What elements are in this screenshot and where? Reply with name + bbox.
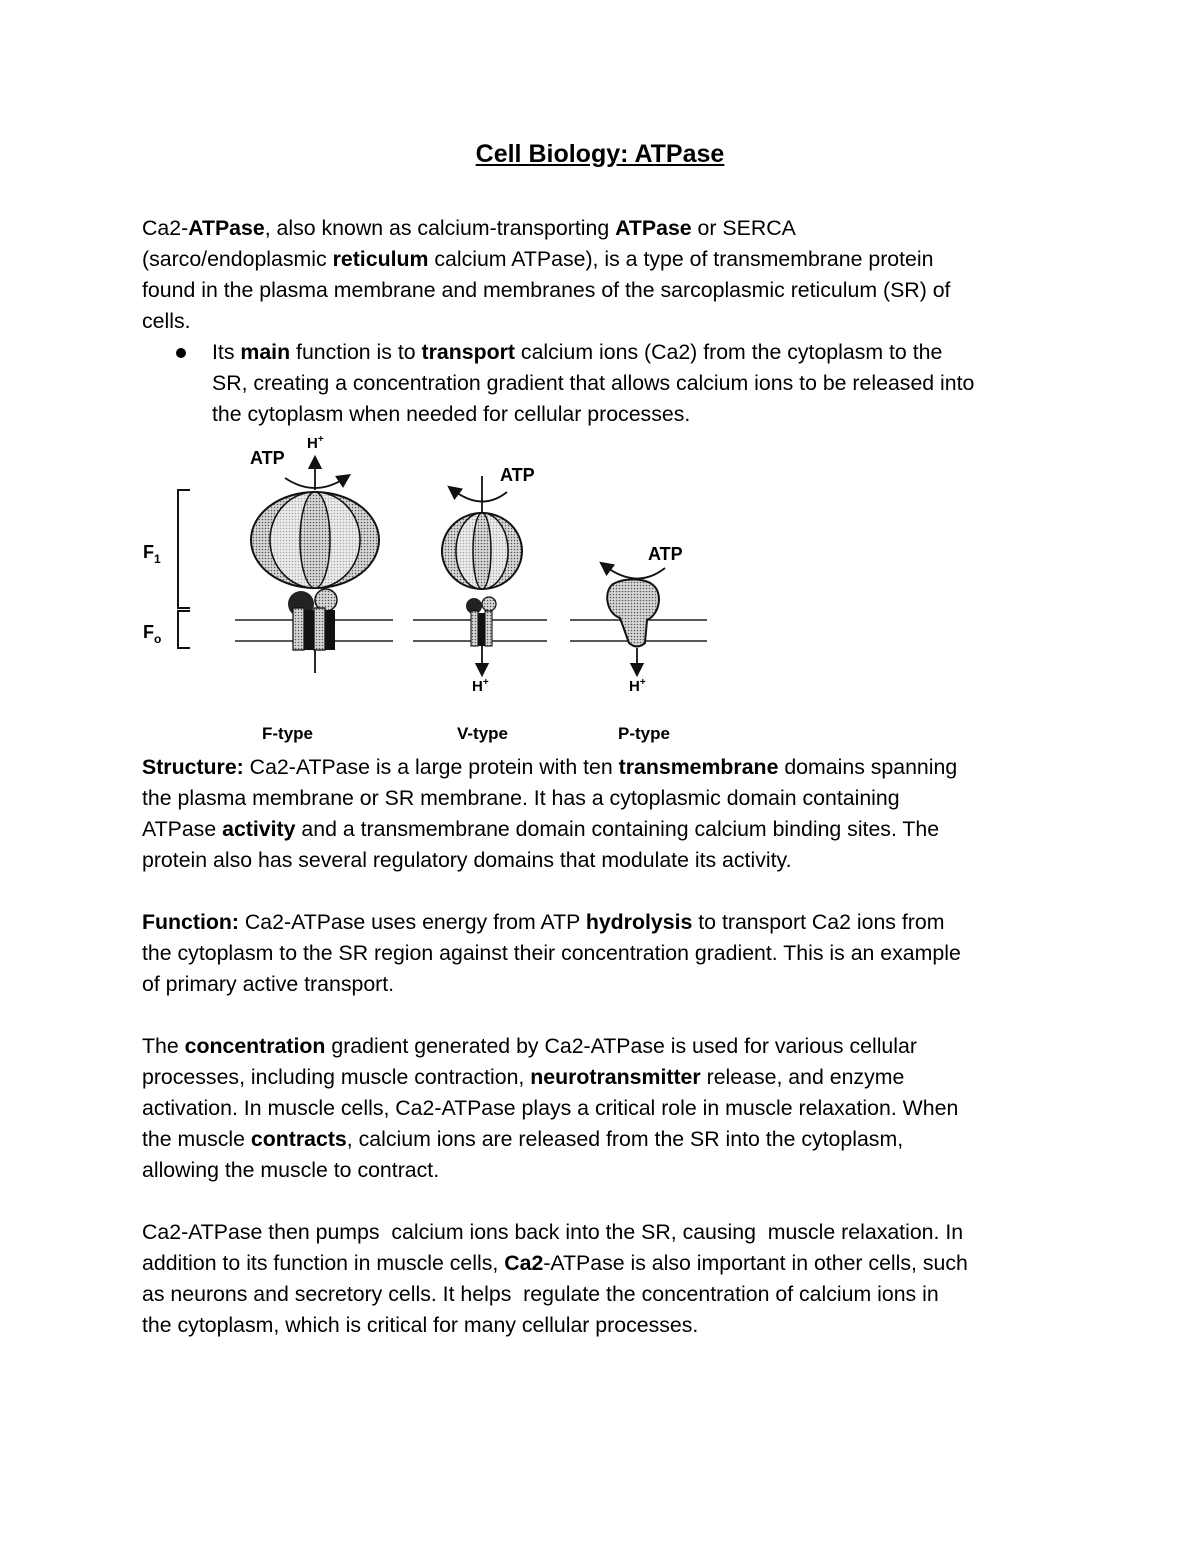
text-line: [142, 752, 1072, 783]
label-atp-v: ATP: [500, 465, 535, 485]
label-hplus-f: H+: [307, 434, 324, 452]
bold-term: transport: [421, 340, 516, 364]
bold-term: neurotransmitter: [530, 1065, 701, 1089]
text-line: cells.: [142, 309, 191, 333]
text-line: the plasma membrane or SR membrane. It has a cytoplasmic domain containing: [142, 786, 900, 810]
text-line: Ca2-ATPase then pumps calcium ions back into the SR, causing muscle relaxation. In: [142, 1220, 964, 1244]
section-heading: Function:: [142, 910, 239, 934]
label-f1: $F_1$: [143, 542, 161, 566]
bold-term: concentration: [184, 1034, 326, 1058]
text-span: and a transmembrane domain containing calcium binding sites. The: [295, 817, 940, 841]
text-span: , calcium ions are released from the SR into the cytoplasm,: [346, 1127, 904, 1151]
text-span: Ca2-: [142, 216, 189, 240]
text-line: [212, 337, 974, 368]
text-span: addition to its function in muscle cells,: [142, 1251, 505, 1275]
bracket-fo: [178, 611, 190, 648]
text-line: the cytoplasm, which is critical for many cellular processes.: [142, 1313, 699, 1337]
text-line: [142, 1031, 1072, 1062]
atpase-types-figure: [135, 428, 725, 748]
bold-term: hydrolysis: [585, 910, 693, 934]
label-atp-f: ATP: [250, 448, 285, 468]
p-type-atpase: [605, 566, 665, 670]
text-span: (sarco/endoplasmic: [142, 247, 333, 271]
text-line: the cytoplasm when needed for cellular processes.: [212, 402, 691, 426]
text-line: [142, 1062, 1072, 1093]
bold-term: ATPase: [188, 216, 265, 240]
text-line: [142, 244, 1072, 275]
text-line: protein also has several regulatory domains that modulate its activity.: [142, 848, 792, 872]
label-atp-p: ATP: [648, 544, 683, 564]
concentration-paragraph: [142, 1031, 1072, 1186]
text-span: the muscle: [142, 1127, 251, 1151]
text-span: The: [142, 1034, 185, 1058]
text-span: Its: [212, 340, 241, 364]
bold-term: ATPase: [615, 216, 692, 240]
text-span: function is to: [290, 340, 422, 364]
text-line: allowing the muscle to contract.: [142, 1158, 440, 1182]
text-span: -ATPase is also important in other cells, such: [543, 1251, 968, 1275]
text-span: gradient generated by Ca2-ATPase is used for various cellular: [325, 1034, 917, 1058]
text-line: [142, 907, 1072, 938]
pump-paragraph: [142, 1217, 1072, 1341]
bold-term: contracts: [250, 1127, 347, 1151]
page-title: Cell Biology: ATPase: [475, 140, 725, 168]
label-fo: $F_o$: [143, 622, 162, 646]
text-span: domains spanning: [778, 755, 958, 779]
text-span: Ca2-ATPase is a large protein with ten: [243, 755, 619, 779]
label-p-type: P-type: [618, 724, 670, 743]
text-line: [142, 1124, 1072, 1155]
bold-term: main: [240, 340, 291, 364]
text-line: [142, 213, 1072, 244]
function-paragraph: [142, 907, 1072, 1000]
bracket-f1: [178, 490, 190, 608]
label-f-type: F-type: [262, 724, 313, 743]
text-span: Ca2-ATPase uses energy from ATP: [239, 910, 586, 934]
text-line: as neurons and secretory cells. It helps regulate the concentration of calcium ions in: [142, 1282, 939, 1306]
bold-term: activity: [222, 817, 296, 841]
text-span: calcium ATPase), is a type of transmembrane protein: [428, 247, 934, 271]
text-line: SR, creating a concentration gradient that allows calcium ions to be released into: [212, 371, 975, 395]
bold-term: Ca2: [504, 1251, 544, 1275]
text-span: to transport Ca2 ions from: [692, 910, 945, 934]
text-span: , also known as calcium-transporting: [264, 216, 616, 240]
text-line: [142, 814, 1072, 845]
structure-paragraph: [142, 752, 1072, 876]
section-heading: Structure:: [142, 755, 244, 779]
label-hplus-p: H+: [629, 677, 646, 695]
bold-term: transmembrane: [618, 755, 779, 779]
atpase-diagram: [135, 428, 725, 748]
text-line: of primary active transport.: [142, 972, 395, 996]
text-span: or SERCA: [691, 216, 796, 240]
bold-term: reticulum: [332, 247, 429, 271]
bullet-text: [212, 337, 974, 430]
text-line: found in the plasma membrane and membranes of the sarcoplasmic reticulum (SR) of: [142, 278, 951, 302]
bullet-icon: [176, 348, 186, 358]
intro-paragraph: [142, 213, 1072, 337]
text-span: ATPase: [142, 817, 223, 841]
text-line: [142, 1248, 1072, 1279]
text-span: processes, including muscle contraction,: [142, 1065, 531, 1089]
text-span: release, and enzyme: [700, 1065, 905, 1089]
text-span: calcium ions (Ca2) from the cytoplasm to the: [515, 340, 943, 364]
text-line: activation. In muscle cells, Ca2-ATPase plays a critical role in muscle relaxation. When: [142, 1096, 959, 1120]
text-line: the cytoplasm to the SR region against their concentration gradient. This is an example: [142, 941, 961, 965]
label-hplus-v: H+: [472, 677, 489, 695]
label-v-type: V-type: [457, 724, 509, 743]
